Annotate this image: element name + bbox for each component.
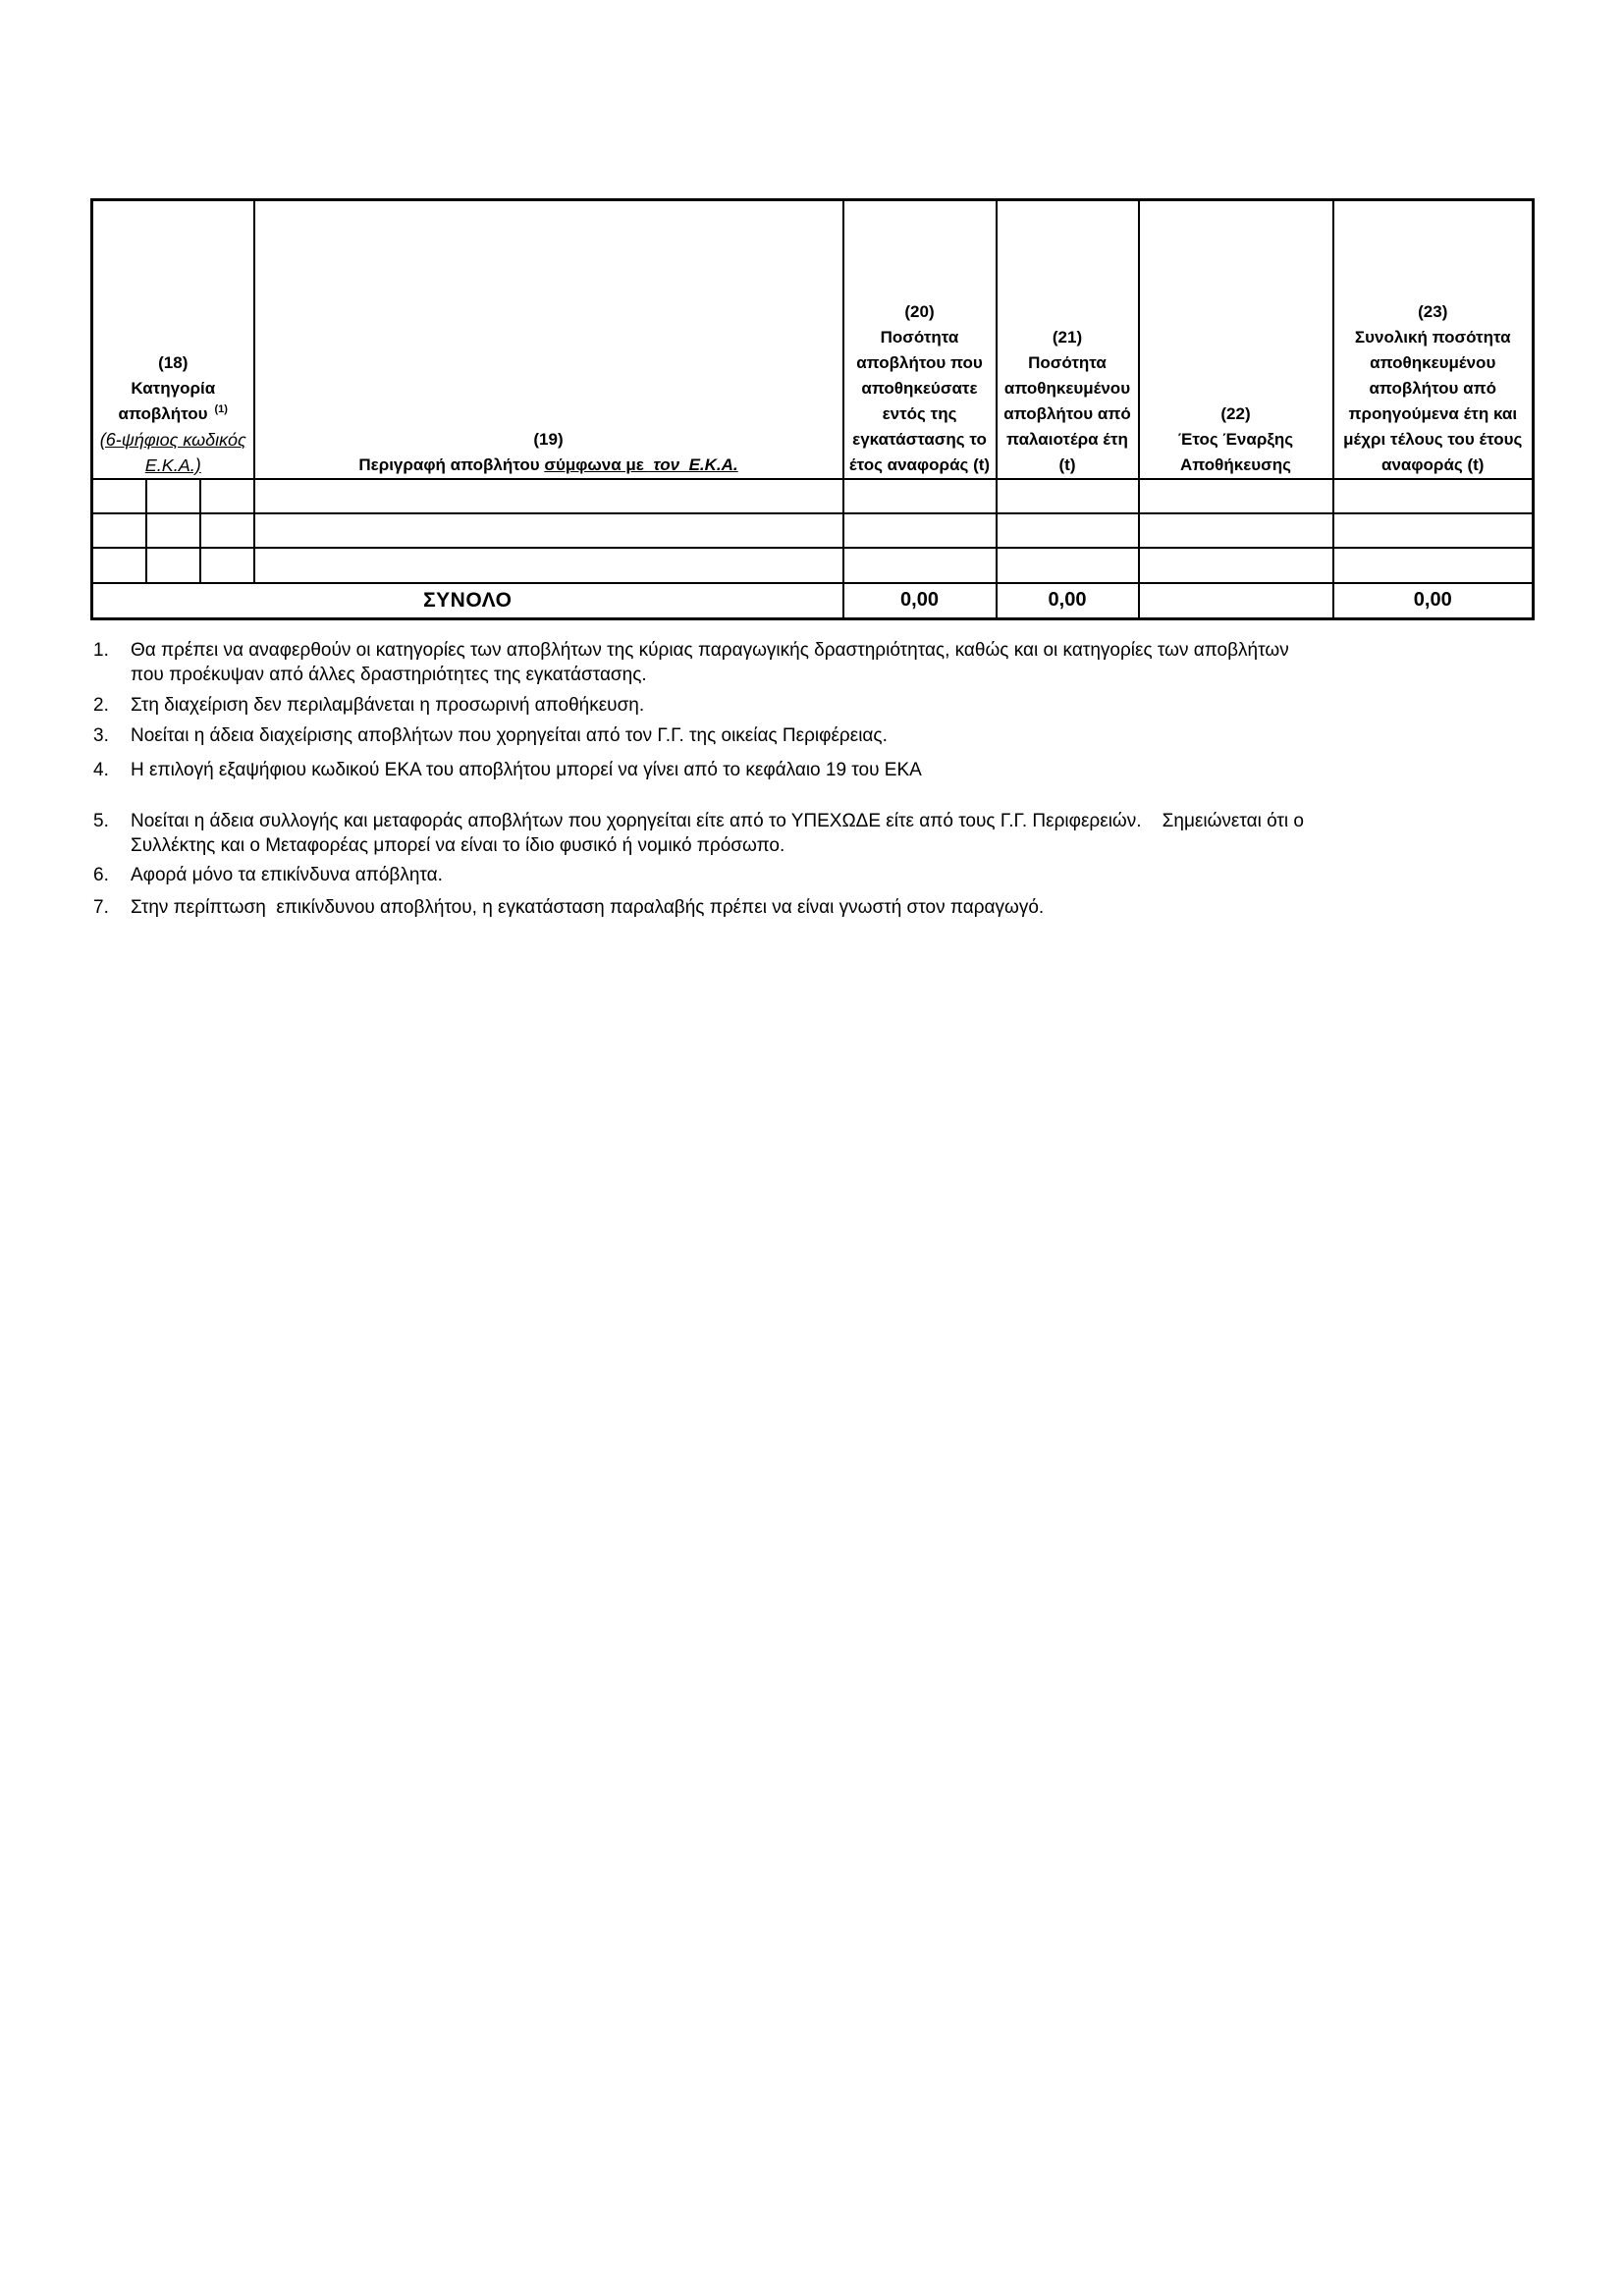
eka-code-digit-cell xyxy=(200,513,254,548)
footnote-text: Νοείται η άδεια διαχείρισης αποβλήτων που χορηγείται από τον Γ.Γ. της οικείας Περιφέρειας. xyxy=(131,725,888,746)
eka-code-digit-cell xyxy=(146,548,200,583)
storage-start-year-cell xyxy=(1139,548,1333,583)
footnote-number: 5. xyxy=(93,811,109,831)
qty-this-year-cell xyxy=(843,513,997,548)
footnote-1 xyxy=(93,638,1289,687)
col18-number: (18) xyxy=(158,352,189,372)
eka-code-digit-cell xyxy=(92,548,146,583)
col-header-waste-description xyxy=(254,200,843,479)
col-header-waste-category xyxy=(92,200,254,479)
qty-previous-years-cell xyxy=(997,548,1139,583)
total-label: ΣΥΝΟΛΟ xyxy=(92,583,843,619)
col19-number: (19) xyxy=(533,429,564,449)
total-row xyxy=(92,583,1534,619)
footnote-number: 6. xyxy=(93,865,109,885)
qty-previous-years-cell xyxy=(997,513,1139,548)
footnote-number: 2. xyxy=(93,695,109,716)
total-storage-start-year xyxy=(1139,583,1333,619)
footnote-2 xyxy=(93,693,644,718)
footnote-number: 7. xyxy=(93,897,109,918)
eka-code-digit-cell xyxy=(146,513,200,548)
footnote-ref-1: (1) xyxy=(214,402,228,415)
eka-code-digit-cell xyxy=(200,479,254,513)
col-header-total-stored-qty: (23) Συνολική ποσότητα αποθηκευμένου αποβλήτου από προηγούμενα έτη και μέχρι τέλους του έτους αναφοράς (t) xyxy=(1333,200,1534,479)
col18-title-line: Κατηγορία xyxy=(131,378,216,398)
col-header-qty-stored-previous-years: (21) Ποσότητα αποθηκευμένου αποβλήτου από παλαιοτέρα έτη (t) xyxy=(997,200,1139,479)
col19-title-line: Περιγραφή αποβλήτου σύμφωνα με τον Ε.Κ.Α. xyxy=(358,454,738,474)
table-row xyxy=(92,548,1534,583)
col-header-storage-start-year: (22) Έτος Έναρξης Αποθήκευσης xyxy=(1139,200,1333,479)
col-header-qty-stored-this-year: (20) Ποσότητα αποβλήτου που αποθηκεύσατε εντός της εγκατάστασης το έτος αναφοράς (t) xyxy=(843,200,997,479)
footnote-number: 4. xyxy=(93,760,109,780)
waste-description-cell xyxy=(254,513,843,548)
table-row xyxy=(92,513,1534,548)
waste-description-cell xyxy=(254,548,843,583)
qty-previous-years-cell xyxy=(997,479,1139,513)
qty-this-year-cell xyxy=(843,479,997,513)
total-qty-cell xyxy=(1333,479,1534,513)
footnote-number: 1. xyxy=(93,640,109,661)
waste-description-cell xyxy=(254,479,843,513)
storage-start-year-cell xyxy=(1139,479,1333,513)
eka-code-digit-cell xyxy=(146,479,200,513)
col18-title-line: αποβλήτου $^{(1)}$ xyxy=(118,402,228,423)
footnote-text: Αφορά μόνο τα επικίνδυνα απόβλητα. xyxy=(131,865,443,885)
footnote-text: Στη διαχείριση δεν περιλαμβάνεται η προσωρινή αποθήκευση. xyxy=(131,695,645,716)
footnote-text: Θα πρέπει να αναφερθούν οι κατηγορίες των αποβλήτων της κύριας παραγωγικής δραστηριότητας, καθώς και οι κατηγορίες των αποβλήτων που προέκυψαν από άλλες δραστηριότητες της εγκατάστασης. xyxy=(131,640,1289,685)
total-overall-qty: 0,00 xyxy=(1333,583,1534,619)
footnote-5 xyxy=(93,809,1304,858)
eka-code-digit-cell xyxy=(92,479,146,513)
footnote-number: 3. xyxy=(93,725,109,746)
qty-this-year-cell xyxy=(843,548,997,583)
footnote-4 xyxy=(93,758,922,782)
footnote-text: Η επιλογή εξαψήφιου κωδικού ΕΚΑ του αποβλήτου μπορεί να γίνει από το κεφάλαιο 19 του ΕΚΑ xyxy=(131,760,922,780)
storage-start-year-cell xyxy=(1139,513,1333,548)
col18-subtitle-line: (6-ψήφιος κωδικός xyxy=(99,429,246,450)
total-qty-this-year: 0,00 xyxy=(843,583,997,619)
footnote-text: Στην περίπτωση επικίνδυνου αποβλήτου, η εγκατάσταση παραλαβής πρέπει να είναι γνωστή στον παραγωγό. xyxy=(131,897,1045,918)
footnote-text: Νοείται η άδεια συλλογής και μεταφοράς αποβλήτων που χορηγείται είτε από το ΥΠΕΧΩΔΕ είτε από τους Γ.Γ. Περιφερειών. Σημειώνεται ότι ο Συλλέκτης και ο Μεταφορέας μπορεί να είναι το ίδιο φυσικό ή νομικό πρόσωπο. xyxy=(131,811,1304,856)
total-qty-cell xyxy=(1333,548,1534,583)
eka-code-digit-cell xyxy=(200,548,254,583)
col18-subtitle-line: Ε.Κ.Α.) xyxy=(144,454,201,475)
waste-storage-table xyxy=(90,198,1535,620)
footnote-3 xyxy=(93,723,888,748)
total-qty-previous-years: 0,00 xyxy=(997,583,1139,619)
eka-code-digit-cell xyxy=(92,513,146,548)
footnote-7 xyxy=(93,895,1044,920)
footnote-6 xyxy=(93,863,443,887)
total-qty-cell xyxy=(1333,513,1534,548)
table-row xyxy=(92,479,1534,513)
